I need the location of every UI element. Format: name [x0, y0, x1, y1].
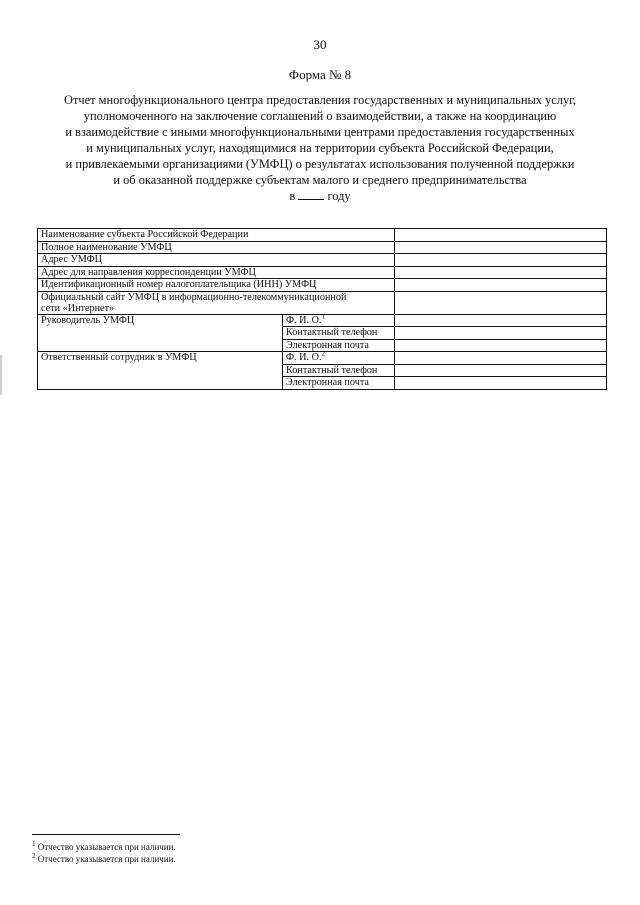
value-cell[interactable] [395, 377, 607, 390]
table-row [38, 254, 607, 267]
year-suffix: году [327, 189, 351, 203]
table-row [38, 266, 607, 279]
footnote-ref: 2 [321, 351, 325, 358]
row-label: Полное наименование УМФЦ [38, 241, 395, 254]
sub-label: Электронная почта [283, 377, 395, 390]
report-title-line: и привлекаемыми организациями (УМФЦ) о результатах использования полученной поддержки [65, 157, 575, 171]
footnote: $^1$ Отчество указывается при наличии. [32, 840, 176, 852]
website-label-line: Официальный сайт УМФЦ в информационно-телекоммуникационной [41, 291, 347, 303]
value-cell[interactable] [395, 241, 607, 254]
sub-label: Контактный телефон [283, 327, 395, 340]
footnote: $^2$ Отчество указывается при наличии. [32, 852, 176, 864]
report-title-line: и об оказанной поддержке субъектам малого и среднего предпринимательства [113, 173, 527, 187]
table-row [38, 291, 607, 314]
report-title-line: и взаимодействие с иными многофункциональными центрами предоставления государственных [65, 125, 575, 139]
row-label: Идентификационный номер налогоплательщика (ИНН) УМФЦ [38, 279, 395, 292]
website-label-line: сети «Интернет» [41, 302, 115, 314]
report-year-line [0, 188, 640, 204]
sub-label: Ф. И. О.$^2$ [283, 352, 395, 365]
page-number: 30 [313, 37, 327, 52]
report-title-line: уполномоченного на заключение соглашений о взаимодействии, а также на координацию [83, 109, 557, 123]
table-row [38, 241, 607, 254]
sub-label: Ф. И. О.$^1$ [283, 314, 395, 327]
footnotes [32, 841, 176, 865]
head-label: Руководитель УМФЦ [38, 314, 283, 352]
sub-label: Электронная почта [283, 339, 395, 352]
table-row [38, 352, 607, 365]
row-label [38, 291, 395, 314]
value-cell[interactable] [395, 266, 607, 279]
umfc-info-table [37, 228, 607, 390]
value-cell[interactable] [395, 314, 607, 327]
footnote-ref: 1 [321, 314, 325, 321]
form-title: Форма № 8 [288, 67, 352, 82]
report-title-line: Отчет многофункционального центра предоставления государственных и муниципальных услуг, [64, 93, 576, 107]
value-cell[interactable] [395, 352, 607, 365]
sub-label: Контактный телефон [283, 364, 395, 377]
report-title-line: и муниципальных услуг, находящимися на территории субъекта Российской Федерации, [86, 141, 554, 155]
value-cell[interactable] [395, 364, 607, 377]
footnote-divider [32, 834, 180, 835]
value-cell[interactable] [395, 339, 607, 352]
year-blank-field[interactable] [298, 188, 324, 200]
table-row [38, 229, 607, 242]
row-label: Адрес для направления корреспонденции УМФЦ [38, 266, 395, 279]
table-row [38, 314, 607, 327]
report-title [40, 92, 600, 188]
value-cell[interactable] [395, 327, 607, 340]
value-cell[interactable] [395, 229, 607, 242]
table-row [38, 279, 607, 292]
scan-edge-mark [0, 355, 2, 395]
value-cell[interactable] [395, 279, 607, 292]
staff-label: Ответственный сотрудник в УМФЦ [38, 352, 283, 390]
row-label: Наименование субъекта Российской Федерации [38, 229, 395, 242]
value-cell[interactable] [395, 291, 607, 314]
year-prefix: в [289, 189, 296, 203]
value-cell[interactable] [395, 254, 607, 267]
row-label: Адрес УМФЦ [38, 254, 395, 267]
